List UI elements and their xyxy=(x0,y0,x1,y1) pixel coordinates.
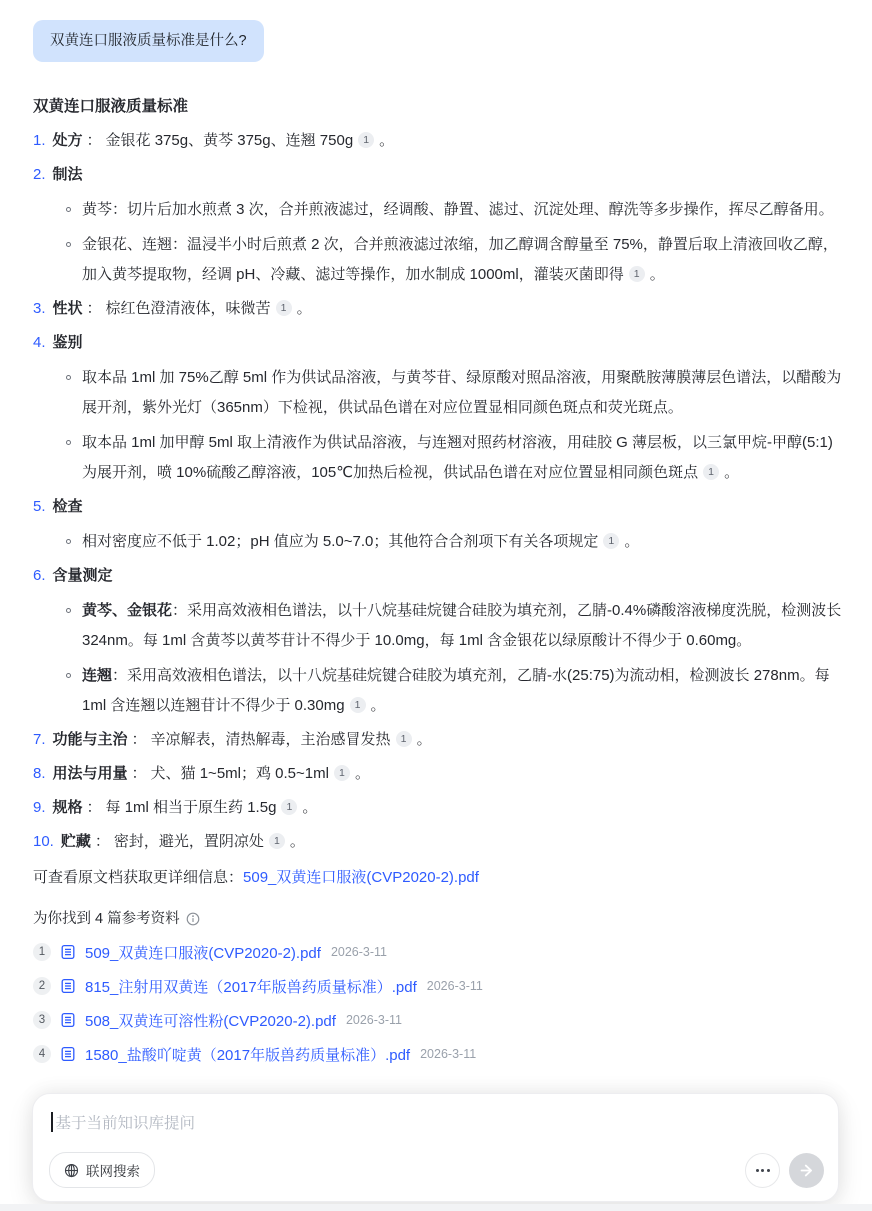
citation-badge[interactable]: 1 xyxy=(276,300,292,316)
bullet-text: 取本品 1ml 加甲醇 5ml 取上清液作为供试品溶液，与连翘对照药材溶液，用硅胶 G 薄层板，以三氯甲烷-甲醇(5:1)为展开剂，喷 10%硫酸乙醇溶液，105℃加热后检视，供试品色谱在对应位置显相同颜色斑点 1 。 xyxy=(82,434,833,481)
answer-item-head xyxy=(33,328,846,358)
answer-item-4 xyxy=(33,328,846,488)
reference-index-badge: 4 xyxy=(33,1045,51,1063)
send-button[interactable] xyxy=(789,1153,824,1188)
bullet-marker-icon xyxy=(66,375,71,380)
bullet-marker-icon xyxy=(66,440,71,445)
item-tail: 。 xyxy=(379,132,395,149)
document-icon xyxy=(60,1012,76,1028)
item-tail: 。 xyxy=(416,731,432,748)
answer-item-head xyxy=(33,126,846,156)
answer-item-1 xyxy=(33,126,846,156)
bullet-marker-icon xyxy=(66,207,71,212)
answer-item-head xyxy=(33,294,846,324)
item-tail: 。 xyxy=(354,765,370,782)
text-caret xyxy=(51,1112,53,1132)
answer-item-5 xyxy=(33,492,846,557)
answer-sub-bullet xyxy=(33,527,846,557)
item-label: 制法 xyxy=(52,166,83,183)
item-label: 性状 xyxy=(52,300,83,317)
web-search-button[interactable] xyxy=(49,1152,155,1188)
item-text: 犬、猫 1~5ml；鸡 0.5~1ml xyxy=(150,765,329,782)
document-icon xyxy=(60,978,76,994)
bullet-bold-lead: 连翘 xyxy=(82,667,113,684)
item-colon: ： xyxy=(94,833,110,850)
references-list xyxy=(33,941,846,1065)
bullet-marker-icon xyxy=(66,673,71,678)
reference-index-badge: 3 xyxy=(33,1011,51,1029)
references-summary-text: 为你找到 4 篇参考资料 xyxy=(33,911,180,927)
bullet-marker-icon xyxy=(66,608,71,613)
item-number: 7. xyxy=(33,731,46,748)
bullet-text: 金银花、连翘：温浸半小时后煎煮 2 次，合并煎液滤过浓缩，加乙醇调含醇量至 75%，静置后取上清液回收乙醇，加入黄芩提取物，经调 pH、冷藏、滤过等操作，加水制成 1000ml，灌装灭菌即得 1 。 xyxy=(82,236,838,283)
item-text: 密封，避光，置阴凉处 xyxy=(113,833,264,850)
bullet-text: 黄芩：切片后加水煎煮 3 次，合并煎液滤过，经调酸、静置、滤过、沉淀处理、醇洗等多步操作，挥尽乙醇备用。 xyxy=(82,201,834,218)
citation-badge[interactable]: 1 xyxy=(281,799,297,815)
doc-note-link[interactable]: 509_双黄连口服液(CVP2020-2).pdf xyxy=(243,869,479,886)
item-label: 功能与主治 xyxy=(52,731,128,748)
answer-sub-bullet xyxy=(33,428,846,488)
references-section xyxy=(33,909,846,1065)
reference-date: 2026-3-11 xyxy=(345,1013,402,1027)
user-question-text: 双黄连口服液质量标准是什么? xyxy=(50,33,247,49)
bullet-text: 相对密度应不低于 1.02；pH 值应为 5.0~7.0；其他符合合剂项下有关各项规定 1 。 xyxy=(82,533,640,550)
item-label: 规格 xyxy=(52,799,83,816)
bullet-bold-lead: 黄芩、金银花 xyxy=(82,602,173,619)
reference-row-1[interactable] xyxy=(33,941,846,963)
composer-toolbar xyxy=(49,1152,824,1188)
send-icon xyxy=(798,1162,815,1179)
answer-item-10 xyxy=(33,827,846,857)
item-label: 用法与用量 xyxy=(52,765,128,782)
doc-note-prefix: 可查看原文档获取更详细信息： xyxy=(33,869,244,886)
citation-badge[interactable]: 1 xyxy=(334,765,350,781)
user-question-bubble xyxy=(33,20,264,62)
answer-sub-bullet xyxy=(33,661,846,721)
item-text: 每 1ml 相当于原生药 1.5g xyxy=(105,799,277,816)
bullet-text: 黄芩、金银花：采用高效液相色谱法，以十八烷基硅烷键合硅胶为填充剂，乙腈-0.4%磷酸溶液梯度洗脱，检测波长 324nm。每 1ml 含黄芩以黄芩苷计不得少于 10.0mg，每 1ml 含金银花以绿原酸计不得少于 0.60mg。 xyxy=(82,602,842,649)
item-label: 鉴别 xyxy=(52,334,83,351)
item-label: 贮藏 xyxy=(60,833,91,850)
reference-index-badge: 2 xyxy=(33,977,51,995)
item-number: 5. xyxy=(33,498,46,515)
reference-date: 2026-3-11 xyxy=(420,1047,477,1061)
citation-badge[interactable]: 1 xyxy=(269,833,285,849)
item-tail: 。 xyxy=(289,833,305,850)
composer-card xyxy=(32,1093,839,1202)
answer-item-head xyxy=(33,793,846,823)
document-icon xyxy=(60,1046,76,1062)
item-number: 8. xyxy=(33,765,46,782)
reference-date: 2026-3-11 xyxy=(330,945,387,959)
more-options-icon xyxy=(756,1169,759,1172)
item-number: 1. xyxy=(33,132,46,149)
answer-title: 双黄连口服液质量标准 xyxy=(33,98,189,115)
bullet-marker-icon xyxy=(66,242,71,247)
web-search-label: 联网搜索 xyxy=(86,1164,140,1179)
answer-item-head xyxy=(33,759,846,789)
answer-list xyxy=(33,126,846,857)
citation-badge[interactable]: 1 xyxy=(350,697,366,713)
info-icon[interactable] xyxy=(186,912,200,926)
citation-badge[interactable]: 1 xyxy=(358,132,374,148)
citation-badge[interactable]: 1 xyxy=(629,266,645,282)
answer-item-6 xyxy=(33,561,846,721)
answer-item-9 xyxy=(33,793,846,823)
answer-item-head xyxy=(33,827,846,857)
item-tail: 。 xyxy=(296,300,312,317)
citation-badge[interactable]: 1 xyxy=(396,731,412,747)
doc-note xyxy=(33,863,846,893)
reference-row-2[interactable] xyxy=(33,975,846,997)
bullet-text: 取本品 1ml 加 75%乙醇 5ml 作为供试品溶液，与黄芩苷、绿原酸对照品溶液，用聚酰胺薄膜薄层色谱法，以醋酸为展开剂，紫外光灯（365nm）下检视，供试品色谱在对应位置显相同颜色斑点和荧光斑点。 xyxy=(82,369,842,416)
citation-badge[interactable]: 1 xyxy=(703,464,719,480)
question-input[interactable] xyxy=(51,1111,820,1133)
item-colon: ： xyxy=(86,132,102,149)
item-label: 处方 xyxy=(52,132,83,149)
answer-item-head xyxy=(33,492,846,522)
answer-sub-bullet xyxy=(33,363,846,423)
item-number: 10. xyxy=(33,833,54,850)
item-text: 金银花 375g、黄芩 375g、连翘 750g xyxy=(105,132,354,149)
item-label: 含量测定 xyxy=(52,567,113,584)
item-number: 3. xyxy=(33,300,46,317)
item-colon: ： xyxy=(131,765,147,782)
reference-link[interactable]: 1580_盐酸吖啶黄（2017年版兽药质量标准）.pdf xyxy=(85,1046,411,1064)
item-tail: 。 xyxy=(302,799,318,816)
answer-item-head xyxy=(33,561,846,591)
reference-index-badge: 1 xyxy=(33,943,51,961)
item-text: 辛凉解表，清热解毒，主治感冒发热 xyxy=(150,731,391,748)
reference-row-4[interactable] xyxy=(33,1043,846,1065)
document-icon xyxy=(60,944,76,960)
answer-sub-bullet xyxy=(33,195,846,225)
item-text: 棕红色澄清液体，味微苦 xyxy=(105,300,271,317)
item-number: 2. xyxy=(33,166,46,183)
item-number: 9. xyxy=(33,799,46,816)
answer-item-8 xyxy=(33,759,846,789)
viewport-bottom-edge xyxy=(0,1204,872,1211)
item-number: 4. xyxy=(33,334,46,351)
answer-item-2 xyxy=(33,160,846,290)
globe-icon xyxy=(64,1163,79,1178)
answer-item-head xyxy=(33,160,846,190)
item-label: 检查 xyxy=(52,498,83,515)
answer-item-3 xyxy=(33,294,846,324)
item-colon: ： xyxy=(86,799,102,816)
answer-sub-bullet xyxy=(33,230,846,290)
references-summary xyxy=(33,909,846,929)
citation-badge[interactable]: 1 xyxy=(603,533,619,549)
answer-item-7 xyxy=(33,725,846,755)
reference-date: 2026-3-11 xyxy=(426,979,483,993)
answer-item-head xyxy=(33,725,846,755)
reference-link[interactable]: 508_双黄连可溶性粉(CVP2020-2).pdf xyxy=(85,1012,336,1030)
more-options-button[interactable] xyxy=(745,1153,780,1188)
reference-link[interactable]: 509_双黄连口服液(CVP2020-2).pdf xyxy=(85,944,321,962)
reference-link[interactable]: 815_注射用双黄连（2017年版兽药质量标准）.pdf xyxy=(85,978,417,996)
input-placeholder: 基于当前知识库提问 xyxy=(55,1115,196,1132)
item-colon: ： xyxy=(131,731,147,748)
item-number: 6. xyxy=(33,567,46,584)
reference-row-3[interactable] xyxy=(33,1009,846,1031)
answer-sub-bullet xyxy=(33,596,846,656)
bullet-marker-icon xyxy=(66,539,71,544)
bullet-text: 连翘：采用高效液相色谱法，以十八烷基硅烷键合硅胶为填充剂，乙腈-水(25:75)为流动相，检测波长 278nm。每 1ml 含连翘以连翘苷计不得少于 0.30mg 1 。 xyxy=(82,667,830,714)
item-colon: ： xyxy=(86,300,102,317)
